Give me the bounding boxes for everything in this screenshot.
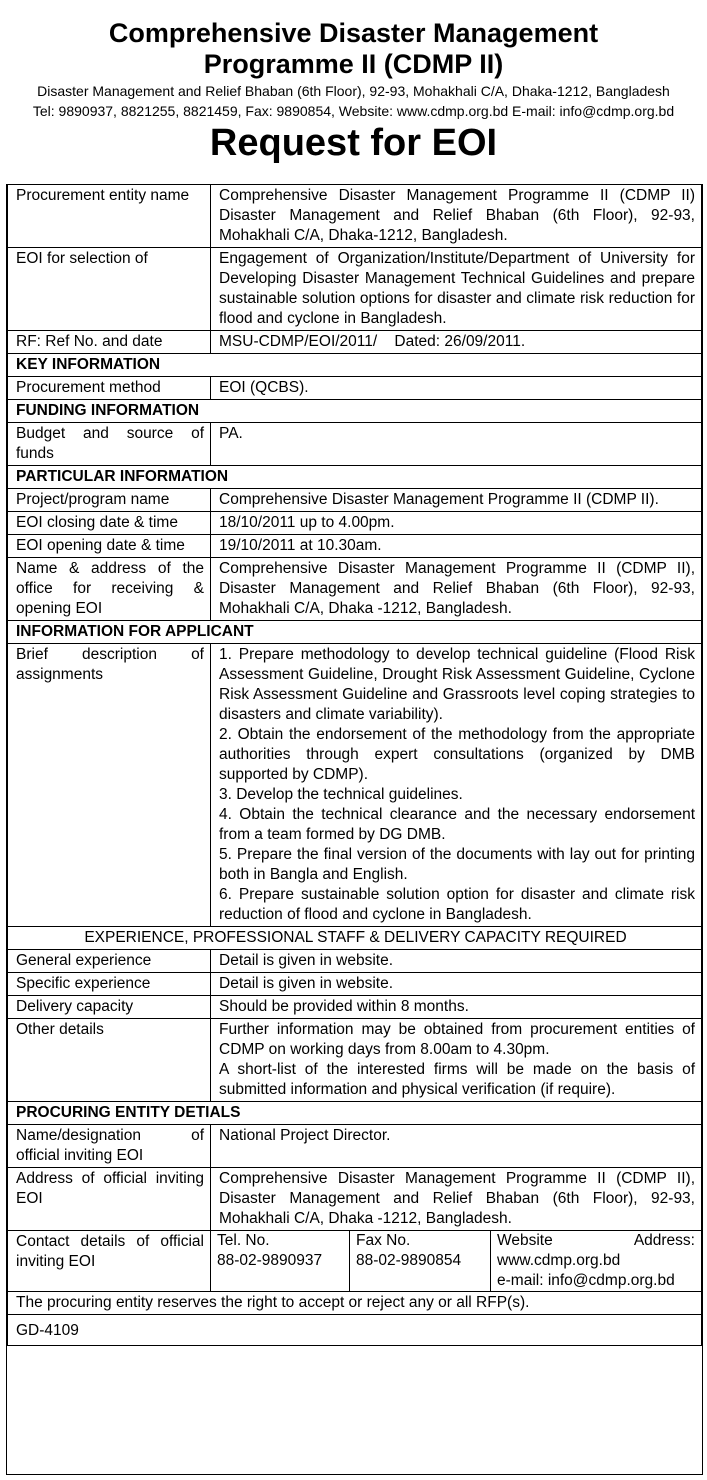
website-label: Website Address: — [497, 1232, 695, 1249]
eoi-selection-value: Engagement of Organization/Institute/Department of University for Developing Disaster Management Technical Guidelines and prepare sustainable solution options for disaster and climate risk reduction for flood and cyclone in Bangladesh. — [211, 248, 702, 331]
project-name-value: Comprehensive Disaster Management Programme II (CDMP II). — [211, 489, 702, 512]
procurement-entity-label: Procurement entity name — [8, 185, 211, 248]
general-experience-label: General experience — [8, 950, 211, 973]
title-line-2: Programme II (CDMP II) — [203, 49, 504, 79]
general-experience-value: Detail is given in website. — [211, 950, 702, 973]
opening-date-value: 19/10/2011 at 10.30am. — [211, 535, 702, 558]
delivery-capacity-label: Delivery capacity — [8, 996, 211, 1019]
list-item: 6. Prepare sustainable solution option for disaster and climate risk reduction of flood and cyclone in Bangladesh. — [219, 886, 695, 923]
contact-details-label: Contact details of official inviting EOI — [8, 1231, 211, 1292]
official-address-value: Comprehensive Disaster Management Programme II (CDMP II), Disaster Management and Relief Bhaban (6th Floor), 92-93, Mohakhali C/A, Dhaka -1212, Bangladesh. — [211, 1168, 702, 1231]
official-name-label: Name/designation of official inviting EOI — [8, 1125, 211, 1168]
fax-value: 88-02-9890854 — [356, 1252, 462, 1269]
list-item: 4. Obtain the technical clearance and the necessary endorsement from a team formed by DG DMB. — [219, 806, 695, 843]
fax-label: Fax No. — [356, 1232, 411, 1249]
section-heading — [8, 927, 702, 950]
table-row — [8, 950, 702, 973]
key-information-heading: KEY INFORMATION — [8, 354, 702, 377]
contact-details-cell — [211, 1231, 702, 1292]
table-row — [8, 489, 702, 512]
applicant-information-heading: INFORMATION FOR APPLICANT — [8, 621, 702, 644]
other-details-label: Other details — [8, 1019, 211, 1102]
table-row — [8, 1019, 702, 1102]
eoi-table-frame — [6, 184, 703, 1475]
table-row — [8, 248, 702, 331]
section-heading — [8, 621, 702, 644]
assignment-list — [211, 644, 702, 927]
project-name-label: Project/program name — [8, 489, 211, 512]
notice-header — [0, 0, 707, 164]
tel-value: 88-02-9890937 — [217, 1252, 323, 1269]
fax-cell — [350, 1231, 491, 1291]
closing-date-value: 18/10/2011 up to 4.00pm. — [211, 512, 702, 535]
table-row — [8, 558, 702, 621]
contact-details-table — [211, 1231, 701, 1291]
delivery-capacity-value: Should be provided within 8 months. — [211, 996, 702, 1019]
rights-statement: The procuring entity reserves the right to accept or reject any or all RFP(s). — [8, 1292, 702, 1315]
website-cell — [491, 1231, 702, 1291]
table-row — [8, 1292, 702, 1315]
tel-cell — [211, 1231, 350, 1291]
table-row — [8, 331, 702, 354]
table-row — [8, 423, 702, 466]
table-row — [8, 1168, 702, 1231]
tel-label: Tel. No. — [217, 1232, 270, 1249]
table-row — [8, 535, 702, 558]
eoi-details-table — [7, 185, 702, 1346]
organization-title — [0, 0, 707, 80]
official-address-label: Address of official inviting EOI — [8, 1168, 211, 1231]
particular-information-heading: PARTICULAR INFORMATION — [8, 466, 702, 489]
other-details-text-1: Further information may be obtained from procurement entities of CDMP on working days from 8.00am to 4.30pm. — [219, 1021, 695, 1058]
section-heading — [8, 354, 702, 377]
funding-information-heading: FUNDING INFORMATION — [8, 400, 702, 423]
table-row — [8, 644, 702, 927]
procurement-method-label: Procurement method — [8, 377, 211, 400]
list-item: 3. Develop the technical guidelines. — [219, 786, 463, 803]
website-link: www.cdmp.org.bd — [497, 1252, 621, 1269]
specific-experience-label: Specific experience — [8, 973, 211, 996]
official-name-value: National Project Director. — [211, 1125, 702, 1168]
budget-value: PA. — [211, 423, 702, 466]
ref-label: RF: Ref No. and date — [8, 331, 211, 354]
email-link: e-mail: info@cdmp.org.bd — [497, 1272, 675, 1289]
other-details-value — [211, 1019, 702, 1102]
opening-date-label: EOI opening date & time — [8, 535, 211, 558]
list-item: 5. Prepare the final version of the documents with lay out for printing both in Bangla and English. — [219, 846, 695, 883]
table-row — [8, 973, 702, 996]
procurement-method-value: EOI (QCBS). — [211, 377, 702, 400]
list-item: 2. Obtain the endorsement of the methodology from the appropriate authorities through expert consultations (organized by DMB supported by CDMP). — [219, 726, 695, 783]
table-row — [8, 512, 702, 535]
other-details-text-2: A short-list of the interested firms will be made on the basis of submitted information and physical verification (if require). — [219, 1061, 695, 1098]
experience-heading: EXPERIENCE, PROFESSIONAL STAFF & DELIVERY CAPACITY REQUIRED — [8, 927, 702, 950]
eoi-selection-label: EOI for selection of — [8, 248, 211, 331]
brief-description-label: Brief description of assignments — [8, 644, 211, 927]
section-heading — [8, 1102, 702, 1125]
document-title: Request for EOI — [209, 122, 498, 164]
budget-label: Budget and source of funds — [8, 423, 211, 466]
list-item: 1. Prepare methodology to develop technical guideline (Flood Risk Assessment Guideline, Drought Risk Assessment Guideline, Cyclone Risk Assessment Guideline and Grassroots level coping strategies to disasters and climate variability). — [219, 646, 695, 723]
notice-code: GD-4109 — [8, 1315, 702, 1346]
procuring-entity-heading: PROCURING ENTITY DETIALS — [8, 1102, 702, 1125]
section-heading — [8, 400, 702, 423]
title-line-1: Comprehensive Disaster Management — [108, 18, 599, 48]
table-row — [8, 185, 702, 248]
receiving-office-label: Name & address of the office for receiving & opening EOI — [8, 558, 211, 621]
section-heading — [8, 466, 702, 489]
receiving-office-value: Comprehensive Disaster Management Programme II (CDMP II), Disaster Management and Relief Bhaban (6th Floor), 92-93, Mohakhali C/A, Dhaka -1212, Bangladesh. — [211, 558, 702, 621]
closing-date-label: EOI closing date & time — [8, 512, 211, 535]
procurement-entity-value: Comprehensive Disaster Management Programme II (CDMP II) Disaster Management and Relief Bhaban (6th Floor), 92-93, Mohakhali C/A, Dhaka-1212, Bangladesh. — [211, 185, 702, 248]
table-row — [8, 1315, 702, 1346]
table-row — [8, 1125, 702, 1168]
table-row — [211, 1231, 701, 1291]
organization-address: Disaster Management and Relief Bhaban (6th Floor), 92-93, Mohakhali C/A, Dhaka-1212, Bangladesh — [37, 83, 670, 99]
ref-value: MSU-CDMP/EOI/2011/ Dated: 26/09/2011. — [211, 331, 702, 354]
table-row — [8, 377, 702, 400]
table-row — [8, 1231, 702, 1292]
specific-experience-value: Detail is given in website. — [211, 973, 702, 996]
organization-contacts: Tel: 9890937, 8821255, 8821459, Fax: 9890854, Website: www.cdmp.org.bd E-mail: info@cdmp.org.bd — [32, 103, 675, 119]
table-row — [8, 996, 702, 1019]
